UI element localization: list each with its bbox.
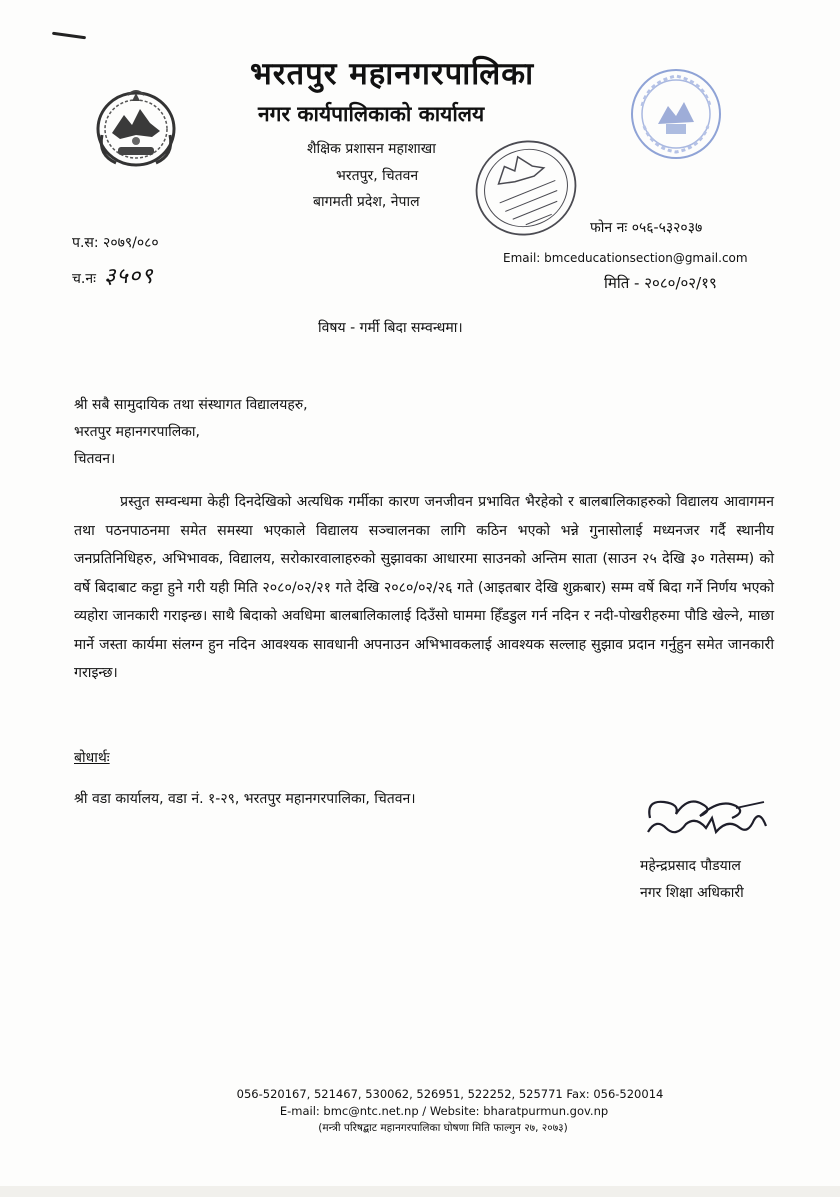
page-bottom-edge	[0, 1186, 840, 1197]
cc-heading: बोधार्थः	[74, 750, 110, 766]
pen-mark	[52, 32, 86, 40]
signatory-designation: नगर शिक्षा अधिकारी	[640, 885, 744, 901]
footer-declaration: (मन्त्री परिषद्बाट महानगरपालिका घोषणा मिति फाल्गुन २७, २०७३)	[318, 1122, 568, 1134]
office-stamp-icon	[468, 128, 584, 248]
letter-date: मिति - २०८०/०२/१९	[604, 274, 717, 292]
office-email: Email: bmceducationsection@gmail.com	[503, 251, 748, 265]
dispatch-number	[72, 260, 154, 290]
organization-title: भरतपुर महानगरपालिका	[250, 56, 535, 92]
cc-recipient: श्री वडा कार्यालय, वडा नं. १-२९, भरतपुर महानगरपालिका, चितवन।	[74, 791, 416, 807]
phone-number: फोन नः ०५६-५३२०३७	[590, 220, 703, 236]
dispatch-label: च.नः	[72, 271, 96, 287]
footer-contact: E-mail: bmc@ntc.net.np / Website: bharatpurmun.gov.np	[279, 1104, 609, 1118]
letter-body: प्रस्तुत सम्वन्धमा केही दिनदेखिको अत्यधिक गर्मीका कारण जनजीवन प्रभावित भैरहेको र बालबालिकाहरुको विद्यालय आवागमन तथा पठनपाठनमा समेत समस्या भएकाले विद्यालय सञ्चालनका लागि कठिन भएको भन्ने गुनासोलाई मध्यनजर गर्दै स्थानीय जनप्रतिनिधिहरु, अभिभावक, विद्यालय, सरोकारवालाहरुको सुझावका आधारमा साउनको अन्तिम साता (साउन २५ देखि ३० गतेसम्म) को वर्षे बिदाबाट कट्टा हुने गरी यही मिति २०८०/०२/२१ गते देखि २०८०/०२/२६ गते (आइतबार देखि शुक्रबार) सम्म वर्षे बिदा गर्ने निर्णय भएको व्यहोरा जानकारी गराइन्छ। साथै बिदाको अवधिमा बालबालिकालाई दिउँसो घाममा हिँडडुल गर्न नदिन र नदी-पोखरीहरुमा पौडि खेल्ने, माछा मार्ने जस्ता कार्यमा संलग्न हुन नदिन आवश्यक सावधानी अपनाउन अभिभावकलाई आवश्यक सल्लाह सुझाव प्रदान गर्नुहुन समेत जानकारी गराइन्छ।	[74, 494, 774, 681]
branch-name: शैक्षिक प्रशासन महाशाखा	[307, 141, 436, 157]
subject-line: विषय - गर्मी बिदा सम्वन्धमा।	[318, 320, 463, 336]
office-name: नगर कार्यपालिकाको कार्यालय	[258, 102, 485, 126]
letter-number: प.स: २०७९/०८०	[72, 235, 159, 251]
municipality-logo-icon	[628, 66, 724, 162]
nepal-emblem-icon	[92, 85, 180, 171]
city-line: भरतपुर, चितवन	[336, 168, 419, 184]
footer-phones: 056-520167, 521467, 530062, 526951, 522252, 525771 Fax: 056-520014	[236, 1087, 664, 1101]
dispatch-value: ३५०९	[103, 264, 154, 289]
signatory-name: महेन्द्रप्रसाद पौडयाल	[640, 858, 741, 874]
addressee-line-3: चितवन।	[74, 451, 116, 467]
signature-icon	[636, 788, 786, 852]
addressee-line-2: भरतपुर महानगरपालिका,	[74, 424, 201, 440]
addressee-line-1: श्री सबै सामुदायिक तथा संस्थागत विद्यालयहरु,	[74, 397, 308, 413]
province-line: बागमती प्रदेश, नेपाल	[313, 194, 420, 210]
